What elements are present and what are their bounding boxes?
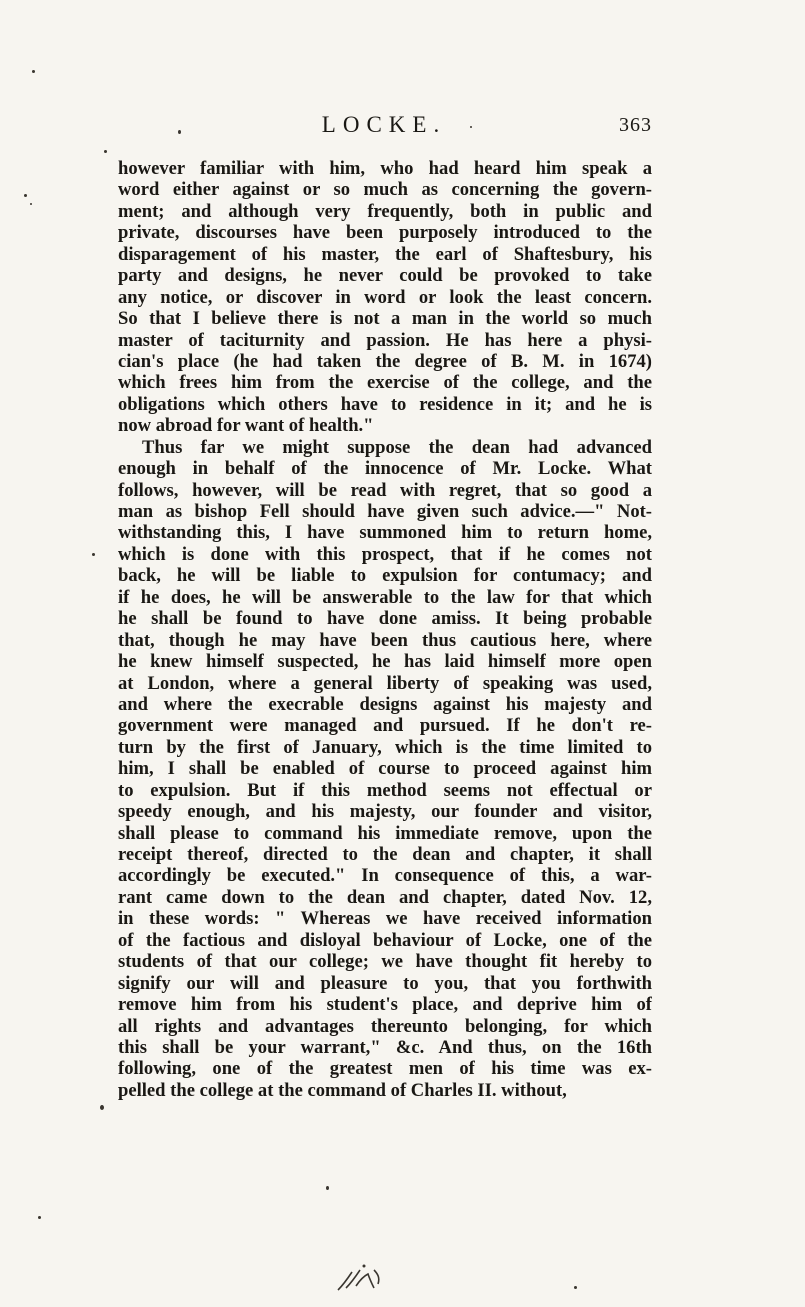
body-text [118, 158, 652, 1101]
text-line: private, discourses have been purposely introduced to the [118, 222, 652, 244]
text-line: back, he will be liable to expulsion for contumacy; and [118, 565, 652, 587]
text-line: word either against or so much as concerning the govern- [118, 179, 652, 201]
text-line: government were managed and pursued. If he don't re- [118, 715, 652, 737]
scan-speck [100, 1105, 104, 1110]
scan-speck [104, 150, 107, 153]
text-line: all rights and advantages thereunto belonging, for which [118, 1015, 652, 1037]
text-line: So that I believe there is not a man in the world so much [118, 308, 652, 330]
text-line: and where the execrable designs against his majesty and [118, 693, 652, 715]
text-line: at London, where a general liberty of speaking was used, [118, 672, 652, 694]
text-line: ment; and although very frequently, both in public and [118, 200, 652, 222]
text-line: master of taciturnity and passion. He has here a physi- [118, 329, 652, 351]
scan-speck [32, 70, 35, 73]
running-title: LOCKE. [321, 112, 447, 137]
scan-speck [574, 1286, 577, 1289]
text-line: disparagement of his master, the earl of Shaftesbury, his [118, 243, 652, 265]
text-line: remove him from his student's place, and deprive him of [118, 994, 652, 1016]
scan-speck [38, 1216, 41, 1219]
page-header [116, 112, 652, 142]
paragraph-end-line: now abroad for want of health." [118, 415, 374, 437]
text-line: of the factious and disloyal behaviour of Locke, one of the [118, 929, 652, 951]
text-line: speedy enough, and his majesty, our founder and visitor, [118, 801, 652, 823]
library-stamp-mark [334, 1258, 394, 1298]
text-line: him, I shall be enabled of course to proceed against him [118, 758, 652, 780]
text-line: man as bishop Fell should have given such advice.—" Not- [118, 501, 652, 522]
text-line: accordingly be executed." In consequence of this, a war- [118, 865, 652, 887]
text-line: obligations which others have to residence in it; and he is [118, 393, 652, 415]
text-line: rant came down to the dean and chapter, dated Nov. 12, [118, 886, 652, 908]
text-line: withstanding this, I have summoned him to return home, [118, 522, 652, 544]
text-line: shall please to command his immediate remove, upon the [118, 822, 652, 844]
text-line: signify our will and pleasure to you, that you forthwith [118, 972, 652, 994]
text-line: turn by the first of January, which is the time limited to [118, 736, 652, 758]
text-line: students of that our college; we have thought fit hereby to [118, 951, 652, 973]
paragraph-start-line: Thus far we might suppose the dean had advanced [142, 436, 652, 458]
text-line: in these words: " Whereas we have received information [118, 908, 652, 930]
text-line: this shall be your warrant," &c. And thus, on the 16th [118, 1036, 652, 1058]
scan-speck [24, 194, 27, 197]
text-line: follows, however, will be read with regret, that so good a [118, 479, 652, 501]
text-line: following, one of the greatest men of his time was ex- [118, 1058, 652, 1080]
scan-speck [326, 1186, 329, 1190]
text-line: enough in behalf of the innocence of Mr. Locke. What [118, 458, 652, 480]
text-line: receipt thereof, directed to the dean and chapter, it shall [118, 844, 652, 865]
text-line: any notice, or discover in word or look the least concern. [118, 286, 652, 308]
scan-speck [178, 130, 181, 134]
scan-speck [92, 553, 95, 556]
scan-speck [30, 203, 32, 205]
text-line: which is done with this prospect, that if he comes not [118, 543, 652, 565]
text-line: that, though he may have been thus cautious here, where [118, 629, 652, 651]
text-line: he shall be found to have done amiss. It being probable [118, 608, 652, 630]
page-number: 363 [619, 114, 652, 136]
text-line: which frees him from the exercise of the college, and the [118, 372, 652, 394]
text-line: he knew himself suspected, he has laid himself more open [118, 651, 652, 673]
text-line: pelled the college at the command of Charles II. without, [118, 1079, 567, 1101]
text-line: party and designs, he never could be provoked to take [118, 265, 652, 287]
text-line: however familiar with him, who had heard him speak a [118, 158, 652, 179]
text-line: if he does, he will be answerable to the law for that which [118, 586, 652, 608]
text-line: to expulsion. But if this method seems not effectual or [118, 779, 652, 801]
scan-speck [470, 126, 472, 128]
text-line: cian's place (he had taken the degree of B. M. in 1674) [118, 350, 652, 372]
